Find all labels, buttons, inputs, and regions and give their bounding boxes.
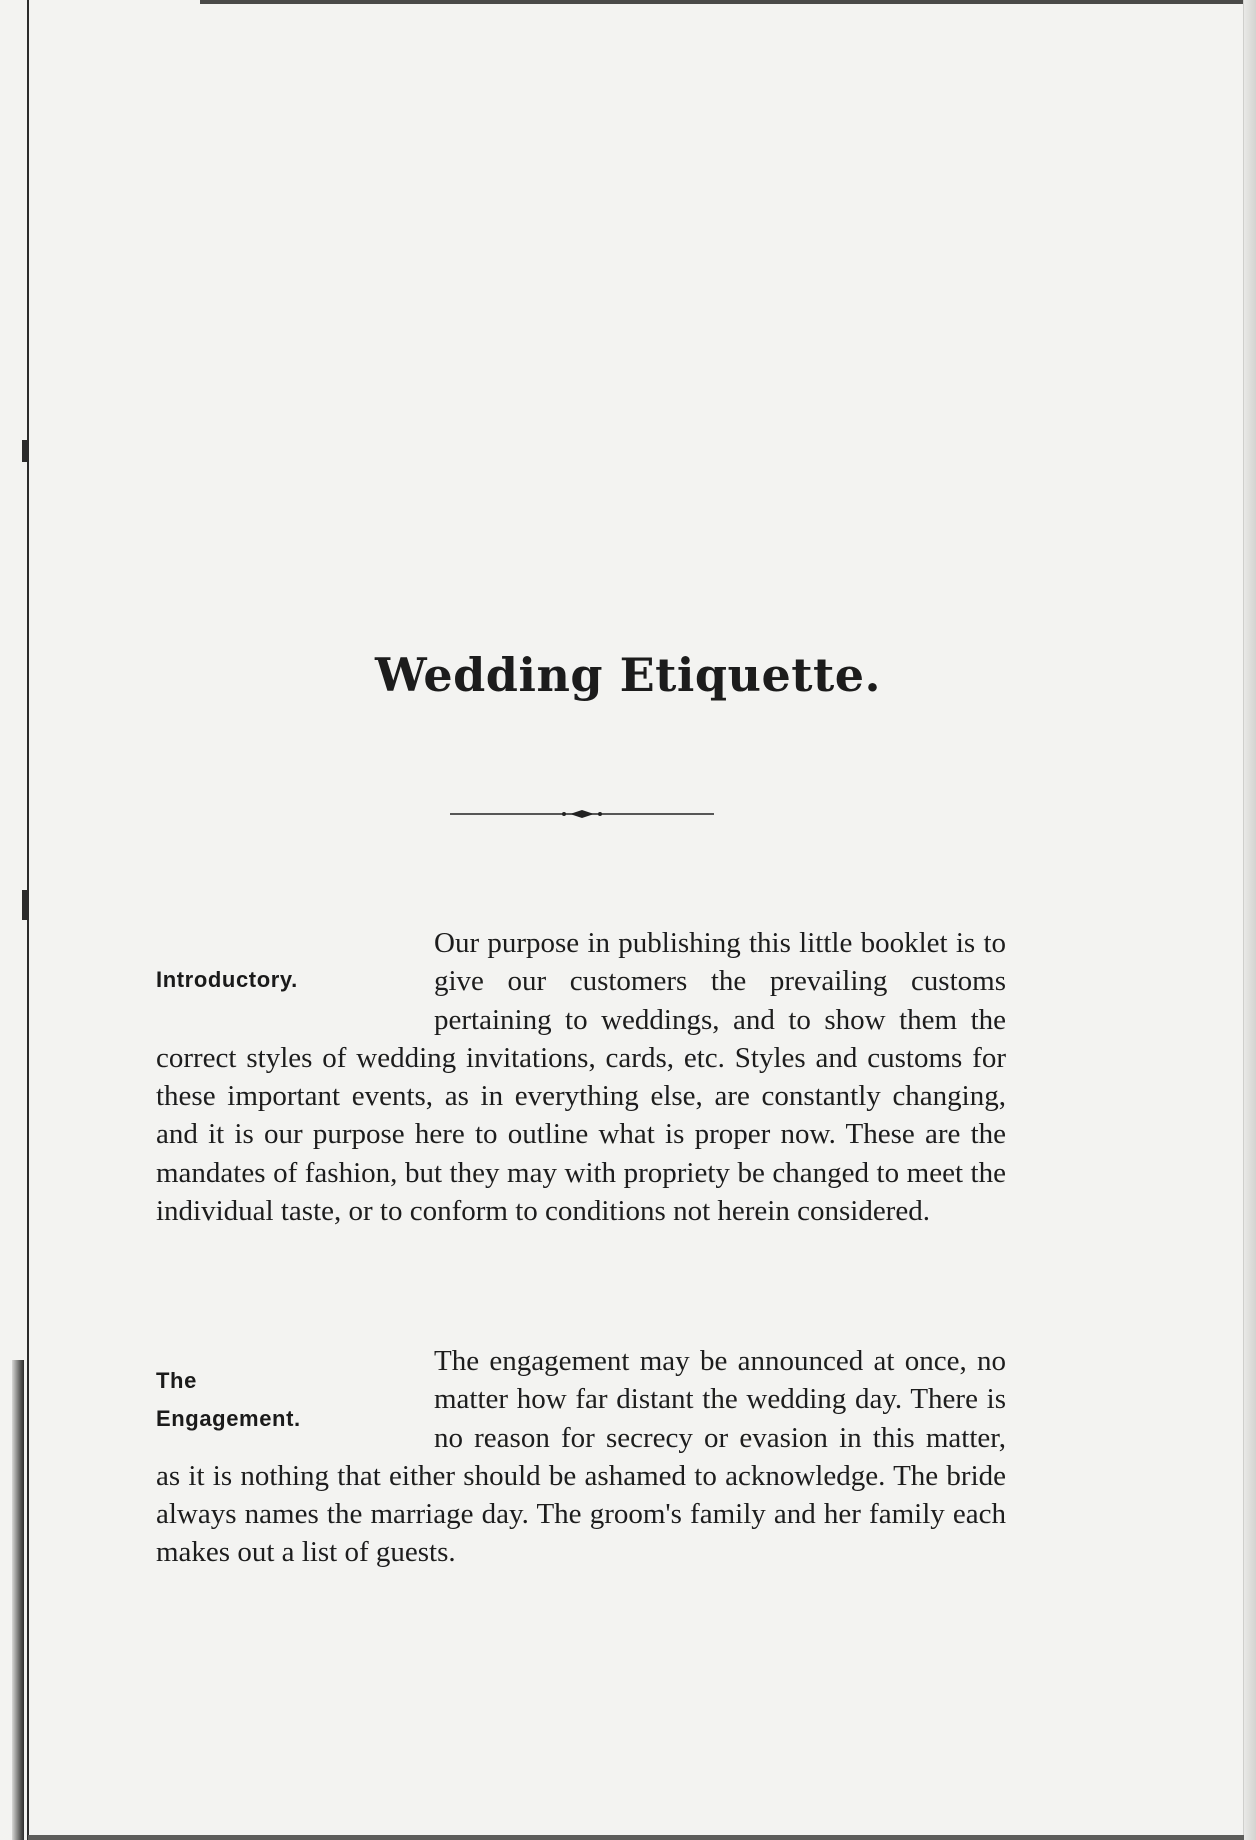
section-introductory (156, 924, 1006, 1230)
section-engagement (156, 1342, 1006, 1572)
page-top-edge (200, 0, 1256, 4)
side-heading-line: Engagement. (156, 1406, 301, 1431)
section-paragraph: Our purpose in publishing this little booklet is to give our customers the prevailing customs pertaining to weddings, and to show them the correct styles of wedding invitations, cards, etc. Styles and customs for these important events, as in everything else, are constantly changing, and it is our purpose here to outline what is proper now. These are the mandates of fashion, but they may with propriety be changed to meet the individual taste, or to conform to conditions not herein considered. (156, 927, 1006, 1228)
binding-mark (22, 440, 28, 462)
side-heading (156, 1342, 434, 1456)
side-heading-line: The (156, 1368, 197, 1393)
section-paragraph: The engagement may be announced at once, no matter how far distant the wedding day. There is no reason for secrecy or evasion in this matter, as it is nothing that either should be ashamed to acknowledge. The bride always names the marriage day. The groom's family and her family each makes out a list of guests. (156, 1345, 1006, 1569)
side-heading-line: Introductory. (156, 967, 298, 992)
page-right-edge (1243, 0, 1256, 1840)
page-bottom-edge (28, 1835, 1244, 1840)
side-heading (156, 924, 434, 1038)
page-title: Wedding Etiquette. (374, 648, 882, 702)
binding-shadow (12, 1360, 24, 1840)
binding-mark (22, 890, 28, 920)
ornamental-divider (450, 806, 714, 822)
binding-edge (27, 0, 29, 1840)
